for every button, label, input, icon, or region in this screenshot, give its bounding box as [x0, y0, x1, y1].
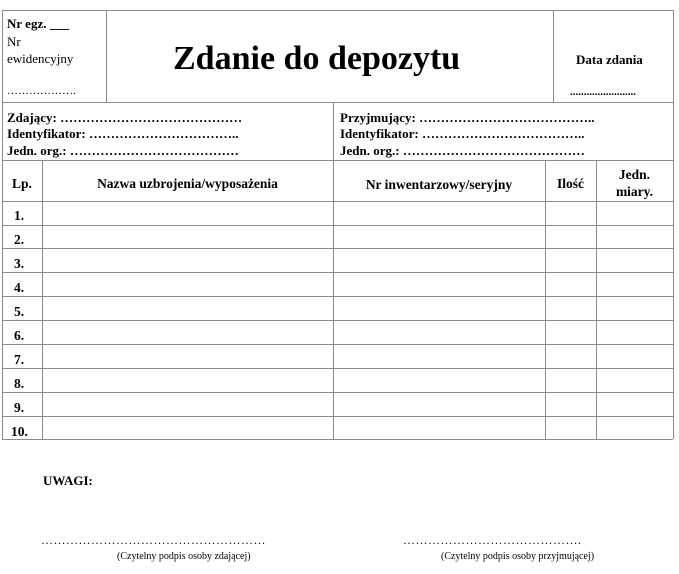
col-header-name: Nazwa uzbrojenia/wyposażenia	[97, 176, 278, 191]
row-line-2	[2, 248, 673, 249]
left-signature-caption: (Czytelny podpis osoby zdającej)	[117, 551, 251, 562]
col-line-3	[545, 160, 546, 439]
record-number-dots: ……………….	[7, 85, 76, 97]
row-number: 9.	[14, 400, 25, 415]
row-number: 3.	[14, 256, 25, 271]
date-dots: ........................	[570, 86, 636, 98]
col-header-lp: Lp.	[12, 176, 32, 191]
row-line-4	[2, 296, 673, 297]
handing-unit-line: Jedn. org.: …………………………………	[7, 143, 239, 158]
right-signature-line: …………………………………….	[403, 533, 582, 547]
row-number: 1.	[14, 208, 25, 223]
row-number: 10.	[11, 424, 28, 439]
header-divider-2	[553, 10, 554, 102]
copy-number-label: Nr egz. ___	[7, 16, 70, 31]
frame-parties-bottom	[2, 160, 673, 161]
row-line-1	[2, 225, 673, 226]
col-line-4	[596, 160, 597, 439]
row-number: 8.	[14, 376, 25, 391]
row-number: 7.	[14, 352, 25, 367]
record-number-label-1: Nr	[7, 34, 21, 49]
row-number: 4.	[14, 280, 25, 295]
col-header-serial: Nr inwentarzowy/seryjny	[365, 177, 513, 192]
receiving-id-line: Identyfikator: ………………………………..	[340, 126, 585, 141]
receiving-unit-line: Jedn. org.: ……………………………………	[340, 143, 585, 158]
document-title: Zdanie do depozytu	[173, 40, 461, 77]
row-line-5	[2, 320, 673, 321]
col-line-1	[42, 160, 43, 439]
frame-right	[673, 10, 674, 439]
date-label: Data zdania	[576, 52, 643, 67]
right-signature-caption: (Czytelny podpis osoby przyjmującej)	[441, 551, 595, 562]
row-line-8	[2, 392, 673, 393]
row-line-3	[2, 272, 673, 273]
left-signature-line: ………………………………………………	[41, 533, 266, 547]
header-divider-1	[106, 10, 107, 102]
table-bottom	[2, 439, 673, 440]
col-header-unit-1: Jedn.	[618, 167, 651, 182]
row-line-7	[2, 368, 673, 369]
col-header-quantity: Ilość	[557, 176, 584, 191]
row-number: 6.	[14, 328, 25, 343]
remarks-label: UWAGI:	[43, 473, 93, 488]
handing-id-line: Identyfikator: ……………………………..	[7, 126, 239, 141]
col-line-2	[333, 160, 334, 439]
row-number: 5.	[14, 304, 25, 319]
col-header-unit-2: miary.	[615, 184, 654, 199]
frame-header-bottom	[2, 102, 673, 103]
parties-divider	[333, 102, 334, 160]
row-line-6	[2, 344, 673, 345]
table-header-bottom	[2, 201, 673, 202]
handing-name-line: Zdający: ……………………………………	[7, 110, 243, 125]
receiving-name-line: Przyjmujący: …………………………………..	[340, 110, 595, 125]
record-number-label-2: ewidencyjny	[7, 51, 74, 66]
frame-top	[2, 10, 673, 11]
row-number: 2.	[14, 232, 25, 247]
row-line-9	[2, 416, 673, 417]
